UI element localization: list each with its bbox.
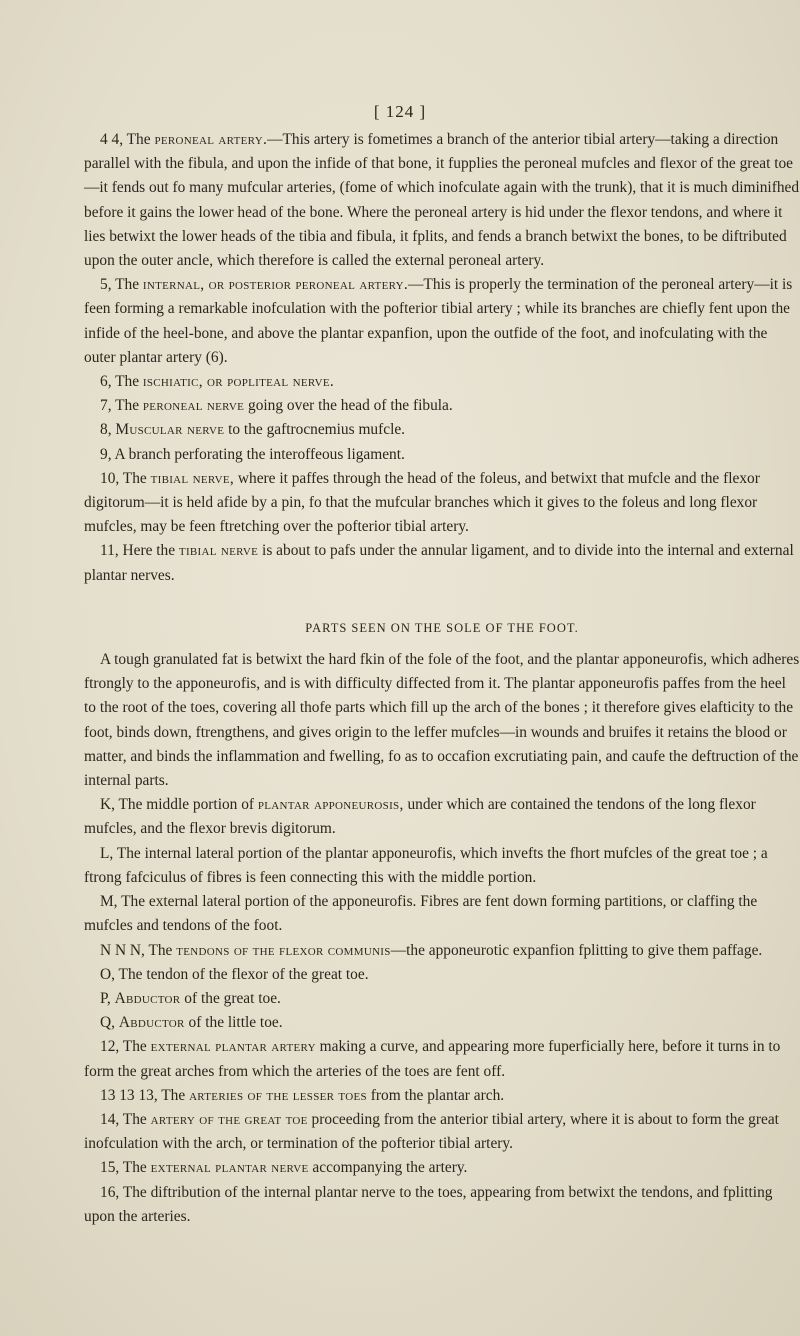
paragraph-lead: L, <box>100 844 117 862</box>
paragraph-lead: 11, Here the <box>100 542 179 560</box>
paragraph <box>84 394 800 418</box>
paragraph <box>84 939 800 963</box>
paragraph-body: making a curve, and appearing more fuperficially here, before it turns in to form the great arches from which the arteries of the toes are fent off. <box>84 1038 781 1080</box>
paragraph <box>84 1011 800 1035</box>
paragraph-heading: ischiatic, or popliteal nerve. <box>142 373 335 391</box>
paragraph <box>84 963 800 987</box>
paragraph <box>84 1035 800 1083</box>
paragraph-body: under which are contained the tendons of the long flexor mufcles, and the flexor brevis digitorum. <box>84 796 756 838</box>
paragraph-heading: plantar apponeurosis, <box>257 796 404 814</box>
paragraph-body: proceeding from the anterior tibial artery, where it is about to form the great inofculation with the arch, or termination of the pofterior tibial artery. <box>84 1110 779 1153</box>
paragraph-heading: Muscular nerve <box>115 421 225 439</box>
paragraph-lead: 14, The <box>100 1110 151 1128</box>
paragraph-lead: M, <box>100 893 122 911</box>
paragraph-body: to the gaftrocnemius mufcle. <box>224 421 406 439</box>
paragraph <box>84 1108 800 1156</box>
paragraph-body: where it paffes through the head of the foleus, and betwixt that mufcle and the flexor digitorum—it is held afide by a pin, fo that the mufcular branches which it gives to the foleus and long flexor mufcles, may be feen ftretching over the pofterior tibial artery. <box>84 469 760 536</box>
paragraph-body: —This artery is fometimes a branch of the anterior tibial artery—taking a direction parallel with the fibula, and upon the infide of that bone, it fupplies the peroneal mufcles and flexor of the great toe—it fends out fo many mufcular arteries, (fome of which inofculate again with the trunk), that it is much diminifhed before it gains the lower head of the bone. Where the peroneal artery is hid under the flexor tendons, and where it lies betwixt the lower heads of the tibia and fibula, it fplits, and fends a branch betwixt the bones, to be diftributed upon the outer ancle, which therefore is called the external peroneal artery. <box>84 131 800 270</box>
paragraph-lead: A <box>100 651 115 669</box>
paragraph-lead: O, <box>100 965 119 983</box>
paragraph-body: A branch perforating the interoffeous ligament. <box>114 445 405 463</box>
text-body <box>84 128 800 1229</box>
paragraph-lead: 4 4, The <box>100 131 155 148</box>
paragraph <box>84 890 800 938</box>
paragraph-lead: 15, The <box>100 1159 151 1177</box>
paragraph-body: of the great toe. <box>180 989 281 1007</box>
paragraph <box>84 418 800 442</box>
paragraph-body: from the plantar arch. <box>366 1086 505 1104</box>
paragraph-body: The diftribution of the internal plantar nerve to the toes, appearing from betwixt the tendons, and fplitting upon the arteries. <box>84 1183 773 1225</box>
paragraph <box>84 987 800 1011</box>
page-number: [ 124 ] <box>373 102 427 121</box>
paragraph-lead: 12, The <box>100 1038 151 1056</box>
paragraph-lead: Q, <box>100 1014 119 1032</box>
paragraph <box>84 842 800 890</box>
paragraph-heading: internal, or posterior peroneal artery. <box>142 276 409 294</box>
paragraph <box>84 1181 800 1229</box>
paragraph <box>84 1084 800 1108</box>
paragraph <box>84 273 800 370</box>
paragraph-lead: N N N, The <box>100 941 177 959</box>
paragraph-heading: external plantar artery <box>150 1038 316 1056</box>
paragraph-lead: 13 13 13, The <box>100 1086 190 1104</box>
paragraph-lead: 16, <box>100 1183 123 1201</box>
paragraph-lead: 7, The <box>100 397 143 415</box>
paragraph-lead: P, <box>100 989 115 1007</box>
paragraph-heading: tendons of the flexor communis <box>176 941 391 959</box>
paragraph-lead: 6, The <box>100 373 143 391</box>
paragraph <box>84 539 800 587</box>
paragraph-block-sole-of-foot <box>84 648 800 1229</box>
paragraph-block-vessels-nerves <box>84 128 800 588</box>
paragraph-body: accompanying the artery. <box>308 1159 468 1177</box>
paragraph-heading: arteries of the lesser toes <box>189 1086 367 1104</box>
paragraph-heading: external plantar nerve <box>150 1159 309 1177</box>
paragraph-body: of the little toe. <box>184 1014 283 1032</box>
paragraph-lead: K, The middle portion of <box>100 796 258 814</box>
paragraph <box>84 443 800 467</box>
paragraph-heading: Abductor <box>114 989 181 1007</box>
paragraph <box>84 370 800 394</box>
paragraph-lead: 9, <box>100 445 115 463</box>
paragraph <box>84 128 800 273</box>
paragraph-heading: peroneal artery. <box>154 131 268 148</box>
paragraph-lead: 5, The <box>100 276 143 294</box>
paragraph-body: going over the head of the fibula. <box>244 397 453 415</box>
paragraph-heading: tibial nerve, <box>150 469 235 487</box>
paragraph-lead: 8, <box>100 421 116 439</box>
paragraph-body: —the apponeurotic expanfion fplitting to give them paffage. <box>390 941 763 959</box>
paragraph-lead: 10, The <box>100 469 151 487</box>
paragraph-body: The tendon of the flexor of the great toe. <box>118 965 369 983</box>
paragraph-heading: artery of the great toe <box>150 1110 308 1128</box>
paragraph-body: The external lateral portion of the apponeurofis. Fibres are fent down forming partitions, or claffing the mufcles and tendons of the foot. <box>84 893 758 935</box>
paragraph-heading: Abductor <box>118 1014 185 1032</box>
paragraph-body: The internal lateral portion of the plantar apponeurofis, which invefts the fhort mufcles of the great toe ; a ftrong fafciculus of fibres is feen connecting this with the middle portion. <box>84 844 768 886</box>
paragraph <box>84 1156 800 1180</box>
paragraph-heading: peroneal nerve <box>142 397 245 415</box>
paragraph <box>84 793 800 841</box>
paragraph-body: tough granulated fat is betwixt the hard fkin of the fole of the foot, and the plantar apponeurofis, which adheres ftrongly to the apponeurofis, and is with difficulty diffected from it. The plantar apponeurofis paffes from the heel to the root of the toes, covering all thofe parts which fill up the arch of the bones ; it therefore gives elafticity to the foot, binds down, ftrengthens, and gives origin to the leffer mufcles—in wounds and bruifes it retains the blood or matter, and binds the inflammation and fwelling, fo as to occafion excrutiating pain, and caufe the deftruction of the internal parts. <box>84 651 800 790</box>
paragraph-body: —This is properly the termination of the peroneal artery—it is feen forming a remarkable inofculation with the pofterior tibial artery ; while its branches are chiefly fent upon the infide of the heel-bone, and above the plantar expanfion, upon the outfide of the foot, and inofculating with the outer plantar artery (6). <box>84 276 793 366</box>
paragraph-heading: tibial nerve <box>178 542 259 560</box>
paragraph-body: is about to pafs under the annular ligament, and to divide into the internal and external plantar nerves. <box>84 542 794 584</box>
section-heading: PARTS SEEN ON THE SOLE OF THE FOOT. <box>305 620 579 635</box>
paragraph <box>84 648 800 793</box>
paragraph <box>84 467 800 540</box>
